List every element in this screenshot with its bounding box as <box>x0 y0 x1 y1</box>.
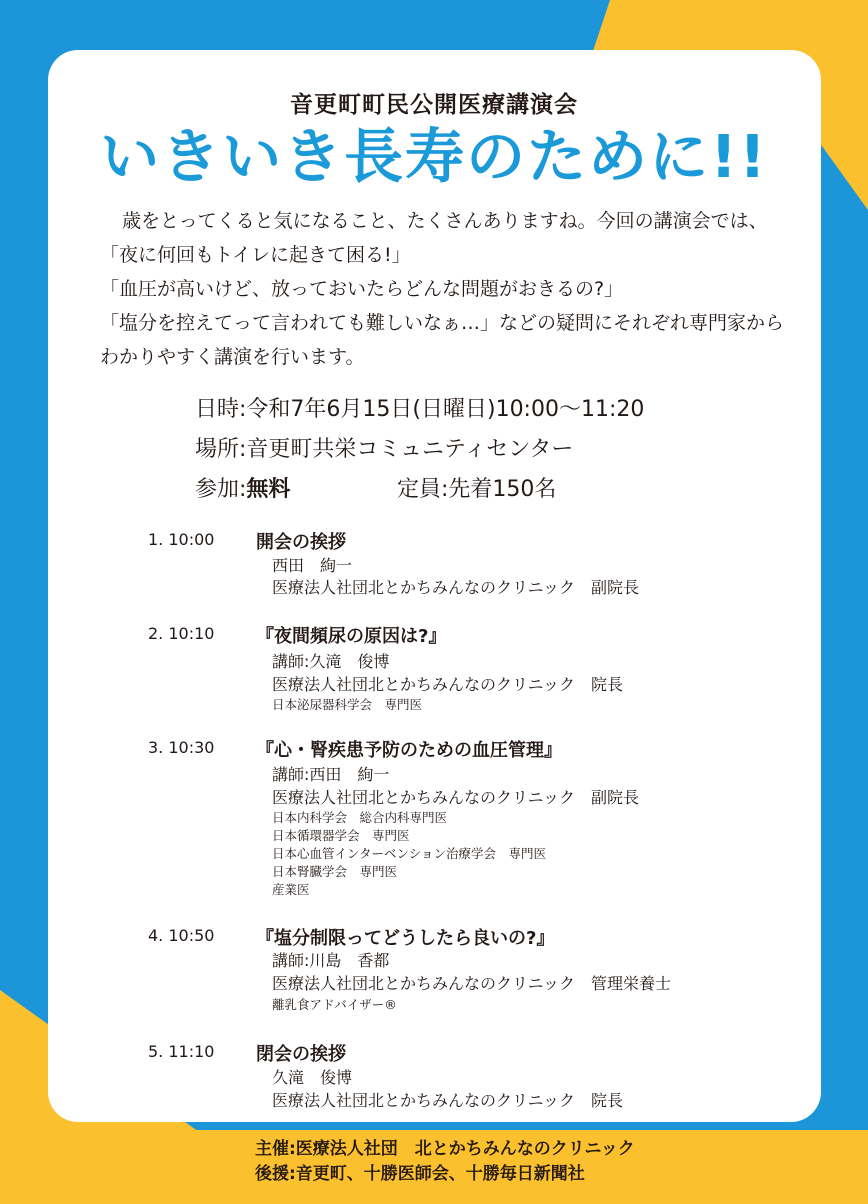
info-datetime: 日時:令和7年6月15日(日曜日)10:00〜11:20 <box>195 397 645 422</box>
intro-line: わかりやすく講演を行います。 <box>100 346 365 368</box>
program-speaker: 講師:川島 香都 <box>272 951 390 970</box>
program-title: 閉会の挨拶 <box>256 1044 346 1065</box>
program-speaker: 講師:久滝 俊博 <box>272 652 390 671</box>
program-credential: 日本循環器学会 専門医 <box>272 828 410 843</box>
program-title: 『塩分制限ってどうしたら良いの?』 <box>256 928 555 949</box>
intro-line: 「塩分を控えてって言われても難しいなぁ…」などの疑問にそれぞれ専門家から <box>100 312 785 334</box>
program-affiliation: 医療法人社団北とかちみんなのクリニック 院長 <box>272 675 624 694</box>
program-credential: 日本腎臓学会 専門医 <box>272 864 398 879</box>
program-affiliation: 医療法人社団北とかちみんなのクリニック 副院長 <box>272 788 640 807</box>
info-venue: 場所:音更町共栄コミュニティセンター <box>195 437 574 462</box>
info-fee <box>195 472 290 503</box>
event-title: いきいき長寿のために!! <box>100 122 768 191</box>
program-affiliation: 医療法人社団北とかちみんなのクリニック 管理栄養士 <box>272 974 672 993</box>
program-title: 『夜間頻尿の原因は?』 <box>256 626 447 647</box>
program-time: 2. 10:10 <box>148 624 215 643</box>
fee-value: 無料 <box>246 477 291 502</box>
program-credential: 離乳食アドバイザー® <box>272 997 397 1012</box>
event-kicker: 音更町町民公開医療講演会 <box>290 92 578 118</box>
program-credential: 日本心血管インターベンション治療学会 専門医 <box>272 846 546 861</box>
program-time: 5. 11:10 <box>148 1042 215 1061</box>
intro-line: 「血圧が高いけど、放っておいたらどんな問題がおきるの?」 <box>100 278 624 300</box>
program-speaker: 講師:西田 絢一 <box>272 765 390 784</box>
program-affiliation: 医療法人社団北とかちみんなのクリニック 院長 <box>272 1091 624 1110</box>
program-credential: 産業医 <box>272 882 310 897</box>
intro-line: 「夜に何回もトイレに起きて困る!」 <box>100 244 411 266</box>
program-title: 『心・腎疾患予防のための血圧管理』 <box>256 740 562 761</box>
program-time: 1. 10:00 <box>148 530 215 549</box>
intro-line: 歳をとってくると気になること、たくさんありますね。今回の講演会では、 <box>122 210 768 232</box>
program-speaker: 久滝 俊博 <box>272 1068 353 1087</box>
footer-organizer: 主催:医療法人社団 北とかちみんなのクリニック <box>255 1139 635 1159</box>
info-capacity: 定員:先着150名 <box>397 477 557 502</box>
program-time: 3. 10:30 <box>148 738 215 757</box>
intro-text <box>100 204 800 374</box>
program-title: 開会の挨拶 <box>256 532 346 553</box>
program-credential: 日本泌尿器科学会 専門医 <box>272 697 423 712</box>
fee-label: 参加: <box>195 477 247 502</box>
program-speaker: 西田 絢一 <box>272 556 353 575</box>
footer-supporters: 後援:音更町、十勝医師会、十勝毎日新聞社 <box>255 1164 585 1184</box>
program-affiliation: 医療法人社団北とかちみんなのクリニック 副院長 <box>272 578 640 597</box>
program-time: 4. 10:50 <box>148 926 215 945</box>
program-credential: 日本内科学会 総合内科専門医 <box>272 810 448 825</box>
